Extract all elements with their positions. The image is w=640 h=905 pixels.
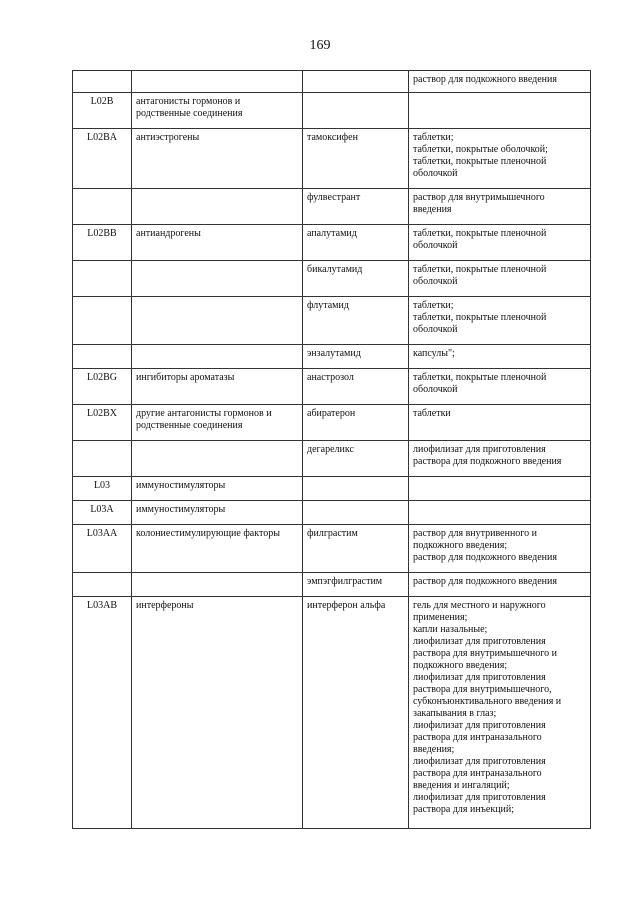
page-number: 169 [309,38,331,53]
table-row [73,261,591,297]
table-row [73,573,591,597]
table-row [73,477,591,501]
group-cell: иммуностимуляторы [132,501,303,525]
table-row [73,597,591,829]
group-cell: антиандрогены [132,225,303,261]
atc-code-cell: L02B [73,93,132,129]
dosage-form-cell: лиофилизат для приготовления раствора для подкожного введения [409,441,591,477]
atc-code-cell: L03AA [73,525,132,573]
atc-code-cell: L02BB [73,225,132,261]
drug-name-cell [303,71,409,93]
dosage-form-cell: раствор для подкожного введения [409,573,591,597]
medicines-table [72,70,591,829]
table-row [73,93,591,129]
dosage-form-cell: таблетки, покрытые пленочной оболочкой [409,225,591,261]
dosage-form-cell: раствор для внутримышечного введения [409,189,591,225]
atc-code-cell: L03A [73,501,132,525]
group-cell [132,297,303,345]
table-body [73,71,591,829]
drug-name-cell: энзалутамид [303,345,409,369]
drug-name-cell: интерферон альфа [303,597,409,829]
drug-name-cell: флутамид [303,297,409,345]
atc-code-cell [73,71,132,93]
table-row [73,501,591,525]
table-row [73,297,591,345]
atc-code-cell: L03AB [73,597,132,829]
table-row [73,189,591,225]
group-cell: антиэстрогены [132,129,303,189]
dosage-form-cell [409,501,591,525]
dosage-form-cell: капсулы"; [409,345,591,369]
atc-code-cell [73,441,132,477]
group-cell: интерфероны [132,597,303,829]
group-cell: другие антагонисты гормонов и родственные соединения [132,405,303,441]
dosage-form-cell [409,93,591,129]
drug-name-cell: филграстим [303,525,409,573]
group-cell [132,189,303,225]
table-row [73,405,591,441]
drug-name-cell: абиратерон [303,405,409,441]
table-row [73,129,591,189]
atc-code-cell [73,189,132,225]
drug-name-cell: дегареликс [303,441,409,477]
group-cell [132,441,303,477]
atc-code-cell: L02BG [73,369,132,405]
drug-name-cell: тамоксифен [303,129,409,189]
group-cell: колониестимулирующие факторы [132,525,303,573]
table-row [73,441,591,477]
drug-name-cell [303,501,409,525]
atc-code-cell [73,261,132,297]
atc-code-cell: L02BX [73,405,132,441]
drug-name-cell [303,93,409,129]
drug-name-cell: фулвестрант [303,189,409,225]
group-cell: антагонисты гормонов и родственные соединения [132,93,303,129]
dosage-form-cell: таблетки; таблетки, покрытые оболочкой; таблетки, покрытые пленочной оболочкой [409,129,591,189]
atc-code-cell [73,573,132,597]
group-cell [132,261,303,297]
table-row [73,525,591,573]
dosage-form-cell: таблетки; таблетки, покрытые пленочной оболочкой [409,297,591,345]
drug-name-cell: апалутамид [303,225,409,261]
table-row [73,345,591,369]
dosage-form-cell: таблетки, покрытые пленочной оболочкой [409,261,591,297]
dosage-form-cell: таблетки, покрытые пленочной оболочкой [409,369,591,405]
dosage-form-cell [409,477,591,501]
group-cell [132,573,303,597]
dosage-form-cell: раствор для внутривенного и подкожного введения; раствор для подкожного введения [409,525,591,573]
group-cell: иммуностимуляторы [132,477,303,501]
atc-code-cell [73,345,132,369]
atc-code-cell [73,297,132,345]
drug-name-cell [303,477,409,501]
group-cell [132,345,303,369]
group-cell [132,71,303,93]
atc-code-cell: L03 [73,477,132,501]
drug-name-cell: бикалутамид [303,261,409,297]
dosage-form-cell: таблетки [409,405,591,441]
table-row [73,369,591,405]
dosage-form-cell: раствор для подкожного введения [409,71,591,93]
dosage-form-cell: гель для местного и наружного применения; капли назальные; лиофилизат для приготовления раствора для внутримышечного и подкожного введения; лиофилизат для приготовления раствора для внутримышечного, субконъюнктивального введения и закапывания в глаз; лиофилизат для приготовления раствора для интраназального введения; лиофилизат для приготовления раствора для интраназального введения и ингаляций; лиофилизат для приготовления раствора для инъекций; [409,597,591,829]
table-row [73,71,591,93]
table-row [73,225,591,261]
drug-name-cell: эмпэгфилграстим [303,573,409,597]
atc-code-cell: L02BA [73,129,132,189]
group-cell: ингибиторы ароматазы [132,369,303,405]
drug-name-cell: анастрозол [303,369,409,405]
